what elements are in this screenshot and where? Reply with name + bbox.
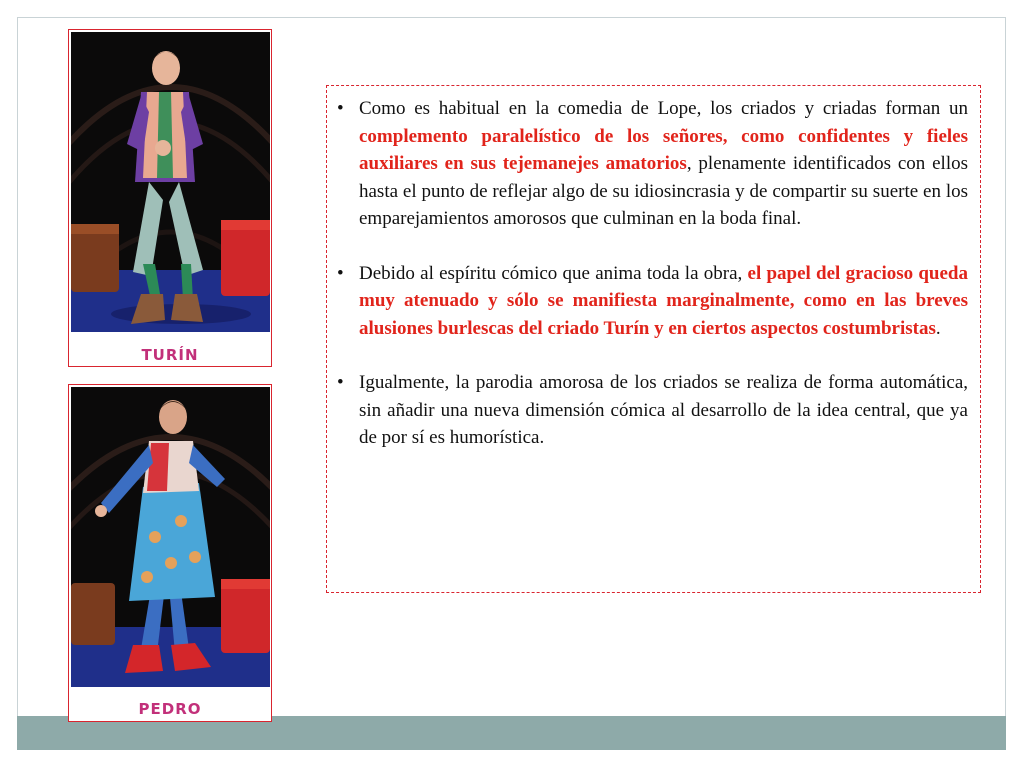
- turin-photo: [71, 32, 270, 332]
- bullet-item-2: [337, 260, 968, 343]
- bullet-3-text: Igualmente, la parodia amorosa de los criados se realiza de forma automática, sin añadir una nueva dimensión cómica al desarrollo de la idea central, que ya de por sí es humorística.: [359, 372, 968, 448]
- pedro-caption: PEDRO: [138, 700, 202, 718]
- bullet-dot: •: [337, 98, 344, 119]
- bullet-1-text: Como es habitual en la comedia de Lope, los criados y criadas forman un: [359, 98, 968, 119]
- bullet-dot: •: [337, 262, 344, 284]
- bullet-list: [337, 95, 968, 452]
- bullet-item-3: [337, 369, 968, 452]
- bullet-item-1: [337, 95, 968, 233]
- bullet-1-text-end: , plenamente identificados con ellos hasta el punto de reflejar algo de su idiosincrasia y de compartir su suerte en los emparejamientos amorosos que culminan en la boda final.: [359, 153, 968, 229]
- turin-caption: TURÍN: [141, 346, 199, 364]
- text-box: [326, 85, 981, 593]
- bullet-2-highlight: el papel del gracioso queda muy atenuado y sólo se manifiesta marginalmente, como en las breves alusiones burlescas del criado Turín y en ciertos aspectos costumbristas: [359, 262, 968, 339]
- pedro-photo: [71, 387, 270, 687]
- photo-card-pedro: [68, 384, 272, 722]
- photo-card-turin: [68, 29, 272, 367]
- bullet-dot: •: [337, 372, 344, 393]
- bullet-1-highlight: complemento paralelístico de los señores, como confidentes y fieles auxiliares en sus tejemanejes amatorios: [359, 125, 968, 174]
- bullet-2-text-end: .: [935, 317, 941, 339]
- bullet-2-text: Debido al espíritu cómico que anima toda la obra,: [359, 262, 748, 284]
- turin-illustration: [71, 32, 270, 332]
- pedro-illustration: [71, 387, 270, 687]
